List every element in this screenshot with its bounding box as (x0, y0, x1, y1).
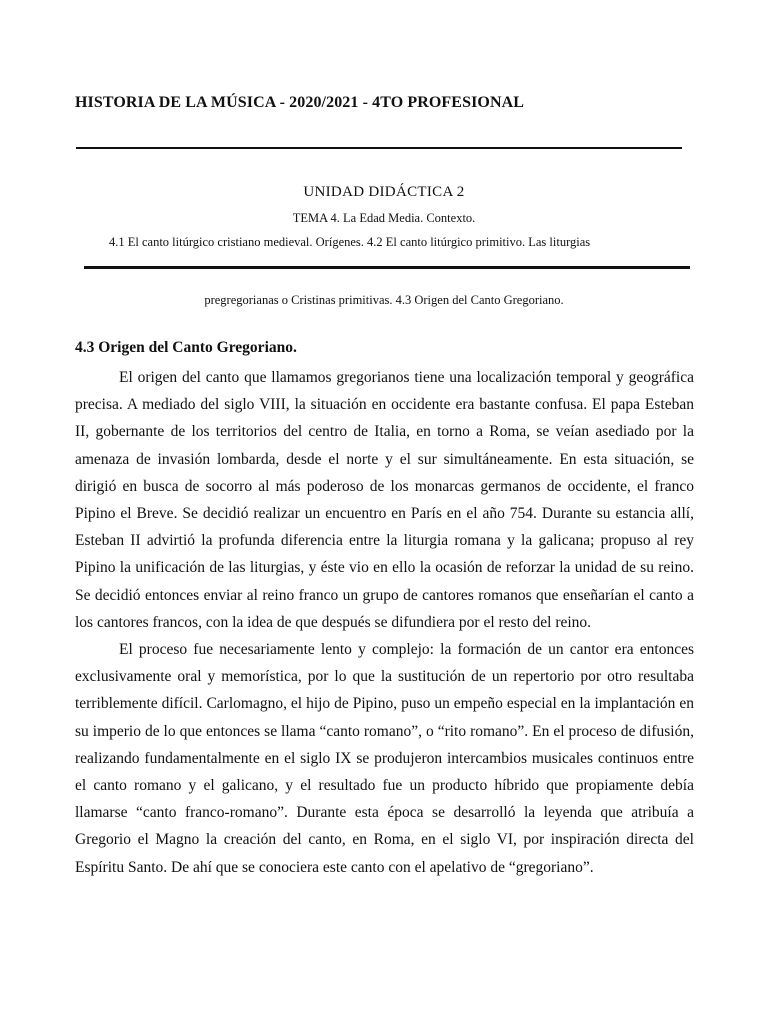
section-heading: 4.3 Origen del Canto Gregoriano. (75, 339, 297, 356)
document-title: HISTORIA DE LA MÚSICA - 2020/2021 - 4TO PROFESIONAL (75, 94, 525, 111)
unit-title: UNIDAD DIDÁCTICA 2 (303, 184, 465, 200)
body-text (75, 364, 694, 881)
subtopics-line-2: pregregorianas o Cristinas primitivas. 4.3 Origen del Canto Gregoriano. (204, 293, 564, 307)
title-divider (76, 147, 682, 149)
paragraph: El origen del canto que llamamos gregorianos tiene una localización temporal y geográfica precisa. A mediado del siglo VIII, la situación en occidente era bastante confusa. El papa Esteban II, gobernante de los territorios del centro de Italia, en torno a Roma, se veían asediado por la amenaza de invasión lombarda, desde el norte y el sur simultáneamente. En esta situación, se dirigió en busca de socorro al más poderoso de los monarcas germanos de occidente, el franco Pipino el Breve. Se decidió realizar un encuentro en París en el año 754. Durante su estancia allí, Esteban II advirtió la profunda diferencia entre la liturgia romana y la galicana; propuso al rey Pipino la unificación de las liturgias, y éste vio en ello la ocasión de reforzar la unidad de su reino. Se decidió entonces enviar al reino franco un grupo de cantores romanos que enseñarían el canto a los cantores francos, con la idea de que después se difundiera por el resto del reino. (75, 369, 694, 631)
topic-title: TEMA 4. La Edad Media. Contexto. (292, 211, 476, 225)
subtopics-line-1: 4.1 El canto litúrgico cristiano medieval. Orígenes. 4.2 El canto litúrgico primitivo. Las liturgias (109, 235, 591, 249)
unit-divider (84, 266, 690, 269)
paragraph: El proceso fue necesariamente lento y complejo: la formación de un cantor era entonces exclusivamente oral y memorística, por lo que la sustitución de un repertorio por otro resultaba terriblemente difícil. Carlomagno, el hijo de Pipino, puso un empeño especial en la implantación en su imperio de lo que entonces se llama “canto romano”, o “rito romano”. En el proceso de difusión, realizando fundamentalmente en el siglo IX se produjeron intercambios musicales continuos entre el canto romano y el galicano, y el resultado fue un producto híbrido que propiamente debía llamarse “canto franco-romano”. Durante esta época se desarrolló la leyenda que atribuía a Gregorio el Magno la creación del canto, en Roma, en el siglo VI, por inspiración directa del Espíritu Santo. De ahí que se conociera este canto con el apelativo de “gregoriano”. (75, 641, 694, 876)
